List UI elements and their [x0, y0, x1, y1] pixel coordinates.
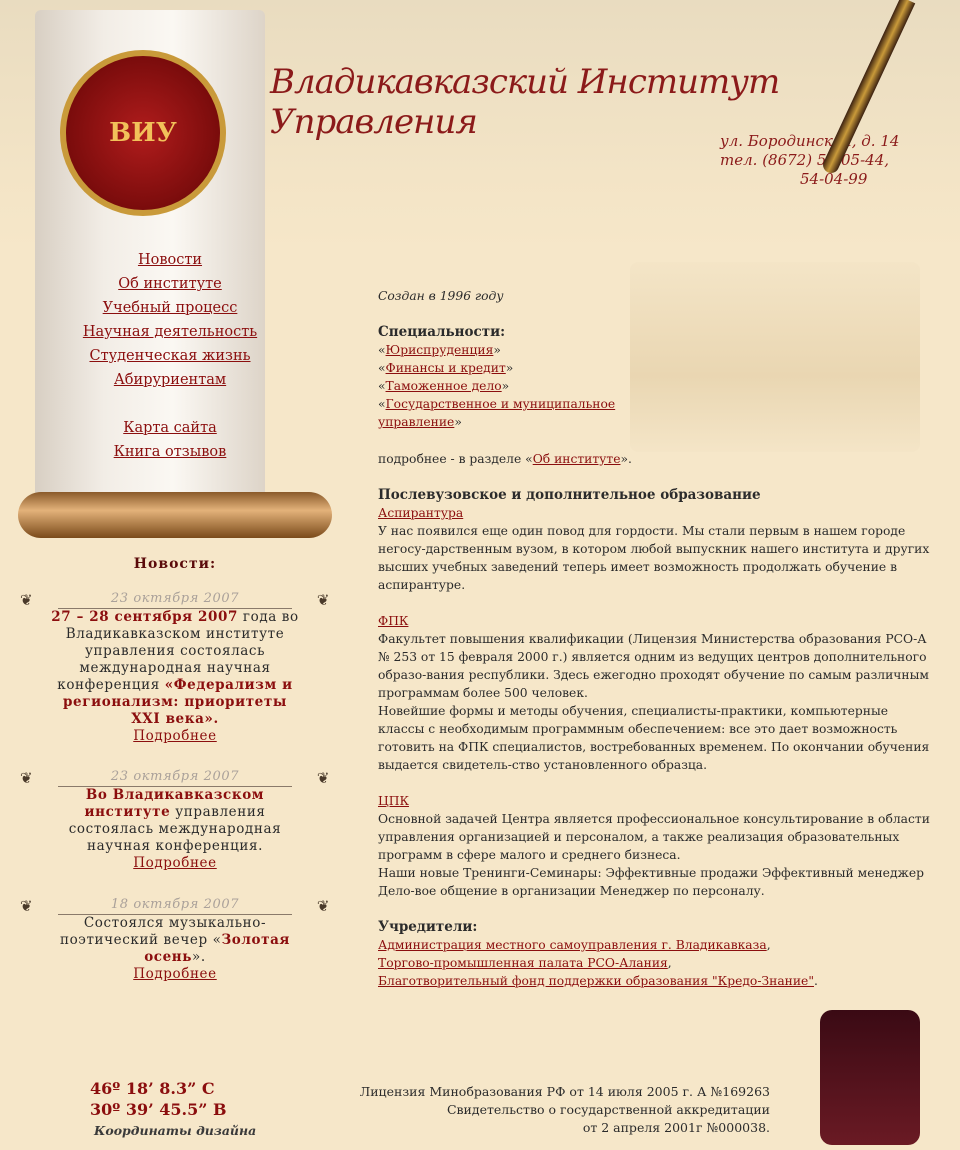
main-nav: [35, 248, 305, 464]
ornament-icon: ❦: [316, 591, 330, 609]
news-item: [20, 768, 330, 872]
founder-link[interactable]: Администрация местного самоуправления г. Владикавказа: [378, 938, 767, 952]
fpk-text: Факультет повышения квалификации (Лицензия Министерства образования РСО-А № 253 от 15 февраля 2000 г.) является одним из ведущих центров дополнительного образо-вания республики. Здесь ежегодно проходят обучение по самым различным программам более 500 человек.: [378, 632, 929, 700]
news-date: 18 октября 2007: [58, 896, 292, 915]
ornament-icon: ❦: [20, 897, 34, 915]
more-suffix: ».: [620, 452, 632, 466]
address-street: ул. Бородинская, д. 14: [720, 132, 900, 150]
design-coordinates: [90, 1078, 256, 1141]
nav-study[interactable]: Учебный процесс: [102, 300, 238, 316]
ornament-icon: ❦: [20, 769, 34, 787]
coords-label: Координаты дизайна: [94, 1123, 257, 1138]
news-text: управления состоялась международная научная конференция.: [68, 804, 282, 854]
postgrad-heading: Послевузовское и дополнительное образование: [378, 487, 761, 503]
news-date: 23 октября 2007: [58, 768, 292, 787]
cert-text: Свидетельство о государственной аккредитации: [446, 1102, 770, 1117]
nav-applicants[interactable]: Абируриентам: [113, 372, 227, 388]
specialties-heading: Специальности:: [378, 324, 506, 340]
nav-about[interactable]: Об институте: [118, 276, 222, 292]
news-more-link[interactable]: Подробнее: [133, 728, 217, 744]
news-more-link[interactable]: Подробнее: [133, 855, 217, 871]
news-item: [20, 896, 330, 983]
nav-news[interactable]: Новости: [137, 252, 203, 268]
spec-link[interactable]: Таможенное дело: [385, 379, 502, 393]
inkwell-icon: [820, 1010, 920, 1145]
longitude: 30º 39’ 45.5” В: [90, 1100, 227, 1119]
building-sketch: [630, 262, 920, 452]
site-title: Владикавказский Институт Управления: [270, 62, 780, 142]
license-text: Лицензия Минобразования РФ от 14 июля 2005 г. А №169263: [359, 1084, 770, 1099]
founded-text: Создан в 1996 году: [378, 289, 504, 303]
fpk-link[interactable]: ФПК: [378, 614, 409, 628]
news-text: года во Владикавказском институте управления состоялась международная научная конференция: [57, 609, 299, 693]
cpk-link[interactable]: ЦПК: [378, 794, 409, 808]
cpk-text: Основной задачей Центра является профессиональное консультирование в области управления организацией и персоналом, а также реализация образовательных программ в сфере малого и среднего бизнеса.: [378, 812, 930, 862]
news-text: Состоялся музыкально-поэтический вечер «: [59, 915, 267, 948]
scroll-roller: [18, 492, 332, 538]
footer-license: [340, 1083, 770, 1137]
news-bold: 27 – 28 сентября 2007: [51, 609, 239, 625]
spec-link[interactable]: Финансы и кредит: [385, 361, 506, 375]
fpk-text-2: Новейшие формы и методы обучения, специалисты-практики, компьютерные классы с необходимым программным обеспечением: все это дает возможность готовить на ФПК специалистов, востребованных временем. По окончании обучения выдается свидетель-ство установленного образца.: [378, 704, 930, 772]
nav-guestbook[interactable]: Книга отзывов: [113, 444, 227, 460]
cert-date: от 2 апреля 2001г №000038.: [582, 1120, 770, 1135]
news-heading: Новости:: [133, 556, 217, 572]
nav-student-life[interactable]: Студенческая жизнь: [89, 348, 251, 364]
more-text: подробнее - в разделе «: [378, 452, 533, 466]
aspirantura-link[interactable]: Аспирантура: [378, 506, 464, 520]
nav-sitemap[interactable]: Карта сайта: [123, 420, 217, 436]
founder-link[interactable]: Благотворительный фонд поддержки образования "Кредо-Знание": [378, 974, 814, 988]
news-bold: Золотая осень: [144, 932, 290, 965]
spec-link[interactable]: Государственное и муниципальное управление: [378, 397, 616, 429]
cpk-text-2: Наши новые Тренинги-Семинары: Эффективные продажи Эффективный менеджер Дело-вое общение в организации Менеджер по персоналу.: [378, 866, 924, 898]
ornament-icon: ❦: [20, 591, 34, 609]
founder-link[interactable]: Торгово-промышленная палата РСО-Алания: [378, 956, 668, 970]
news-date: 23 октября 2007: [58, 590, 292, 609]
founders-heading: Учредители:: [378, 919, 478, 935]
main-content: подробнее - в разделе «Об институте». Послевузовское и дополнительное образование Аспирантура У нас появился еще один повод для гордости. Мы стали первым в нашем городе негосу-дарственным вузом, в котором любой выпускник нашего института и других высших учебных заведений теперь имеет возможность продолжать обучение в аспирантуре. ФПК Факультет повышения квалификации (Лицензия Министерства образования РСО-А № 253 от 15 февраля 2000 г.) является одним из ведущих центров дополнительного образо-вания республики. Здесь ежегодно проходят обучение по самым различным программам более 500 человек. Новейшие формы и методы обучения, специалисты-практики, компьютерные классы с необходимым программным обеспечением: все это дает возможность готовить на ФПК специалистов, востребованных временем. По окончании обучения выдается свидетель-ство установленного образца. ЦПК Основной задачей Центра является профессиональное консультирование в области управления организацией и персоналом, а также реализация образовательных программ в сфере малого и среднего бизнеса. Наши новые Тренинги-Семинары: Эффективные продажи Эффективный менеджер Дело-вое общение в организации Менеджер по персоналу. Учредители: Администрация местного самоуправления г. Владикавказа, Торгово-промышленная палата РСО-Алания, Благотворительный фонд поддержки образования "Кредо-Знание".: [378, 450, 938, 990]
ornament-icon: ❦: [316, 769, 330, 787]
logo[interactable]: [60, 50, 226, 216]
news-bold: Во Владикавказском институте: [84, 787, 265, 820]
ornament-icon: ❦: [316, 897, 330, 915]
intro: Создан в 1996 году Специальности: «Юриспруденция» «Финансы и кредит» «Таможенное дело» «Государственное и муниципальное управление»: [378, 287, 628, 431]
spec-link[interactable]: Юриспруденция: [385, 343, 494, 357]
address: [720, 132, 899, 189]
phone: тел. (8672) 54-05-44,: [720, 151, 889, 169]
news-bold: «Федерализм и регионализм: приоритеты XXI века».: [63, 677, 293, 727]
phone-2: 54-04-99: [800, 170, 868, 188]
about-link[interactable]: Об институте: [532, 452, 621, 466]
news-text: ».: [192, 949, 206, 965]
logo-text: ВИУ: [109, 118, 177, 148]
nav-science[interactable]: Научная деятельность: [82, 324, 258, 340]
news-item: [20, 590, 330, 745]
aspirantura-text: У нас появился еще один повод для гордости. Мы стали первым в нашем городе негосу-дарственным вузом, в котором любой выпускник нашего института и других высших учебных заведений теперь имеет возможность продолжать обучение в аспирантуре.: [378, 524, 930, 592]
news-more-link[interactable]: Подробнее: [133, 966, 217, 982]
latitude: 46º 18’ 8.3” С: [90, 1079, 215, 1098]
